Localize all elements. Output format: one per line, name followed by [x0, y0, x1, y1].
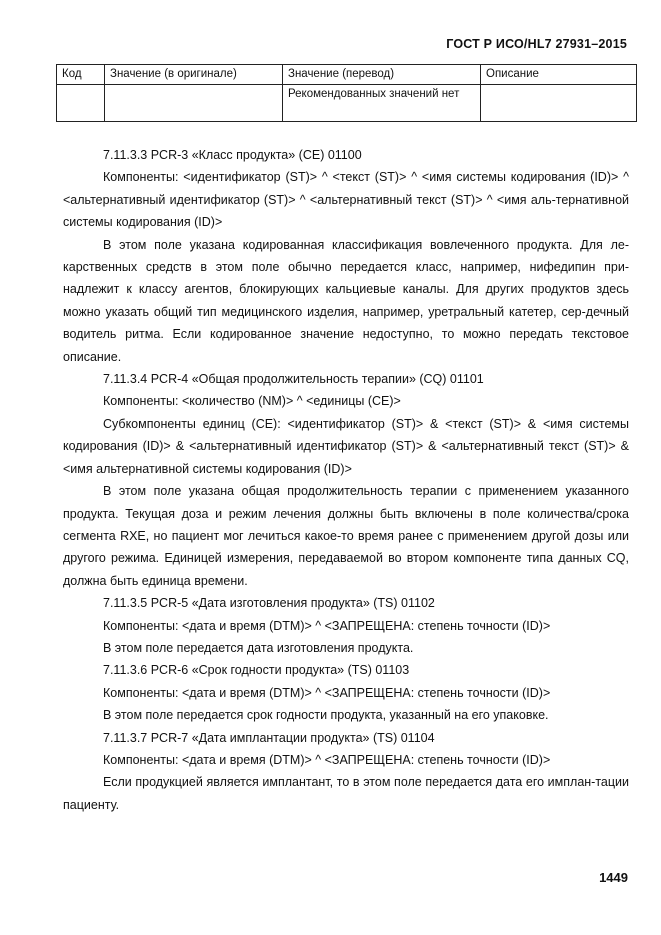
- description-pcr-5: В этом поле передается дата изготовления продукта.: [103, 640, 414, 655]
- column-header-description: Описание: [481, 65, 637, 85]
- table-cell-translated-value: Рекомендованных значений нет: [283, 85, 481, 122]
- document-body: [63, 144, 629, 816]
- components-pcr-7: Компоненты: <дата и время (DTM)> ^ <ЗАПРЕЩЕНА: степень точности (ID)>: [103, 752, 551, 767]
- subcomponents-pcr-4: Субкомпоненты единиц (CE): <идентификатор (ST)> & <текст (ST)> & <имя системы кодирования (ID)> & <альтернативный идентификатор (ST)> & <альтернативный текст (ST)> & <имя альтернативной системы кодирования (ID)>: [63, 416, 629, 476]
- table-row: [57, 85, 637, 122]
- description-pcr-4: В этом поле указана общая продолжительность терапии с применением указанного продукта. Текущая доза и режим лечения должны быть включены в поле количества/срока сегмента RXE, но пациент мог лечиться какое-то время ранее с применением другой дозы или другого режима. Единицей измерения, передаваемой во втором компоненте типа данных CQ, должна быть единица времени.: [63, 484, 629, 588]
- components-pcr-4: Компоненты: <количество (NM)> ^ <единицы (CE)>: [103, 394, 401, 409]
- column-header-code: Код: [57, 65, 105, 85]
- section-heading-pcr-5: 7.11.3.5 PCR-5 «Дата изготовления продукта» (TS) 01102: [103, 596, 435, 611]
- section-heading-pcr-7: 7.11.3.7 PCR-7 «Дата имплантации продукта» (TS) 01104: [103, 730, 435, 745]
- code-table: [56, 64, 637, 122]
- table-cell-code: [57, 85, 105, 122]
- section-heading-pcr-4: 7.11.3.4 PCR-4 «Общая продолжительность терапии» (CQ) 01101: [103, 372, 484, 387]
- section-heading-pcr-6: 7.11.3.6 PCR-6 «Срок годности продукта» (TS) 01103: [103, 663, 410, 678]
- components-pcr-6: Компоненты: <дата и время (DTM)> ^ <ЗАПРЕЩЕНА: степень точности (ID)>: [103, 685, 551, 700]
- document-header: ГОСТ Р ИСО/HL7 27931–2015: [446, 37, 627, 51]
- description-pcr-6: В этом поле передается срок годности продукта, указанный на его упаковке.: [103, 708, 549, 723]
- components-pcr-3: Компоненты: <идентификатор (ST)> ^ <текст (ST)> ^ <имя системы кодирования (ID)> ^ <альтернативный идентификатор (ST)> ^ <альтернативный текст (ST)> ^ <имя аль-тернативной системы кодирования (ID)>: [63, 170, 629, 230]
- column-header-translated-value: Значение (перевод): [283, 65, 481, 85]
- table-cell-description: [481, 85, 637, 122]
- page-number: 1449: [599, 870, 628, 885]
- table-header-row: [57, 65, 637, 85]
- table-cell-original-value: [105, 85, 283, 122]
- components-pcr-5: Компоненты: <дата и время (DTM)> ^ <ЗАПРЕЩЕНА: степень точности (ID)>: [103, 618, 551, 633]
- description-pcr-3: В этом поле указана кодированная классификация вовлеченного продукта. Для ле-карственных средств в этом поле обычно передается класс, например, нифедипин при-надлежит к классу агентов, блокирующих кальциевые каналы. Для других продуктов здесь можно указать общий тип медицинского изделия, например, уретральный катетер, сер-дечный водитель ритма. Если кодированное значение недоступно, то можно передать текстовое описание.: [63, 237, 629, 364]
- column-header-original-value: Значение (в оригинале): [105, 65, 283, 85]
- description-pcr-7: Если продукцией является имплантант, то в этом поле передается дата его имплан-тации пациенту.: [63, 775, 629, 812]
- section-heading-pcr-3: 7.11.3.3 PCR-3 «Класс продукта» (CE) 01100: [103, 148, 362, 162]
